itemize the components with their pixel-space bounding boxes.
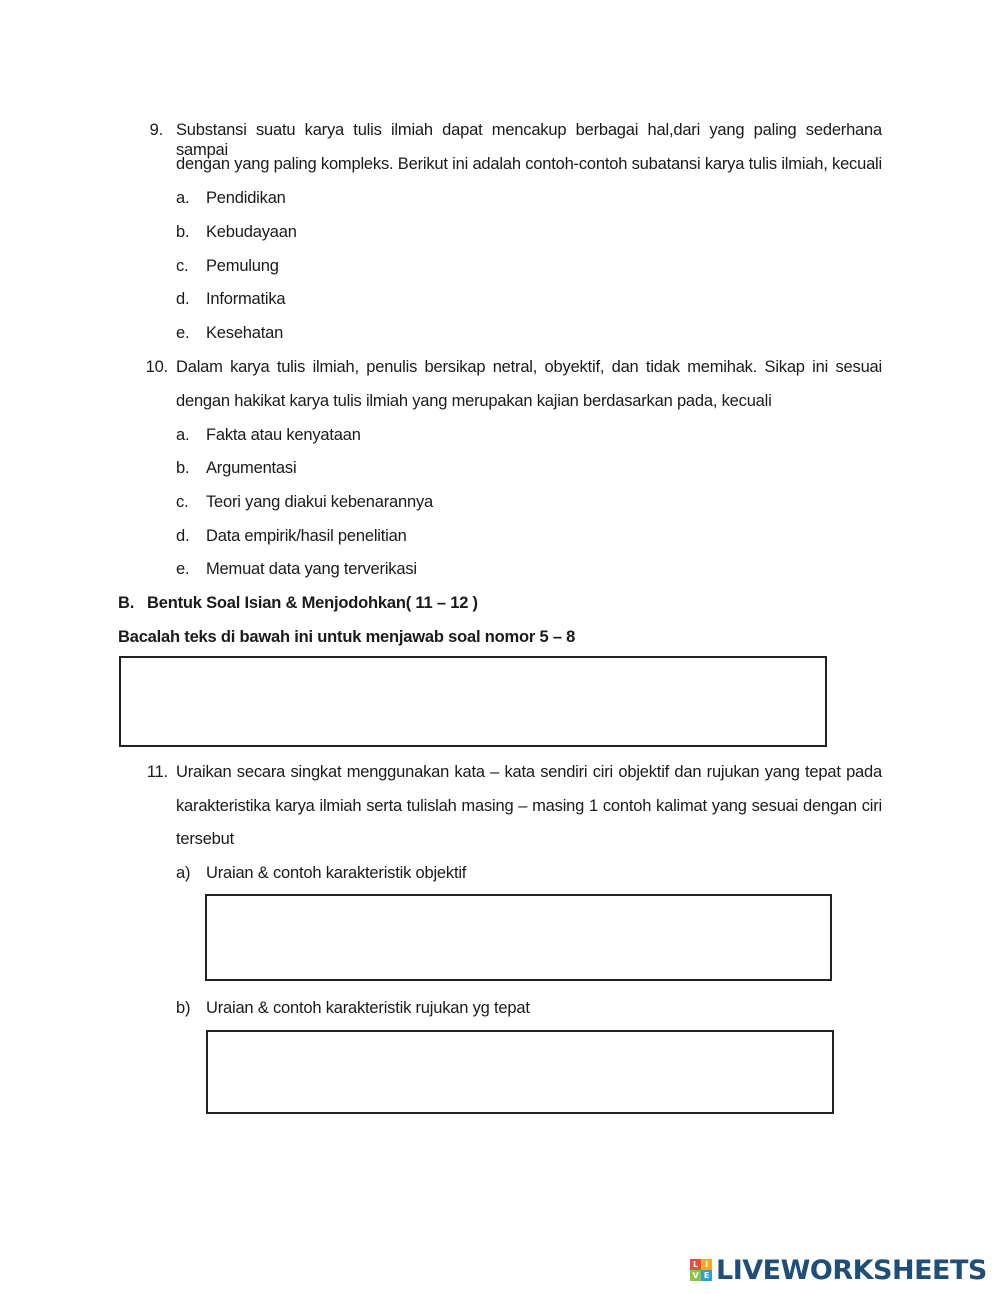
q10-option-c-letter: c. [176,493,189,511]
question-9-text-line2: dengan yang paling kompleks. Berikut ini adalah contoh-contoh subatansi karya tulis ilmiah, kecuali [176,155,882,173]
q10-option-b[interactable]: Argumentasi [206,459,297,477]
q11-part-a-letter: a) [176,864,191,882]
q9-option-e-letter: e. [176,324,190,342]
mark-letter-l: L [690,1259,701,1270]
answer-input-b[interactable] [206,1030,834,1114]
q11-part-b-label: Uraian & contoh karakteristik rujukan yg tepat [206,999,530,1017]
q9-option-d[interactable]: Informatika [206,290,286,308]
mark-letter-v: V [690,1270,701,1281]
question-11-text-line2: karakteristika karya ilmiah serta tulislah masing – masing 1 contoh kalimat yang sesuai dengan ciri [176,797,882,815]
reading-text-box [119,656,827,747]
liveworksheets-brand-text: LIVEWORKSHEETS [716,1254,987,1286]
q10-option-d[interactable]: Data empirik/hasil penelitian [206,527,407,545]
section-b-letter: B. [118,594,135,612]
liveworksheets-mark-icon [690,1259,712,1281]
q9-option-c[interactable]: Pemulung [206,257,279,275]
question-10-number: 10. [145,358,168,376]
q10-option-e-letter: e. [176,560,190,578]
q9-option-d-letter: d. [176,290,190,308]
q10-option-a-letter: a. [176,426,190,444]
q10-option-b-letter: b. [176,459,190,477]
question-11-text-line3: tersebut [176,830,235,848]
mark-letter-i: I [701,1259,712,1270]
question-9-number: 9. [149,121,163,139]
q10-option-c[interactable]: Teori yang diakui kebenarannya [206,493,433,511]
q9-option-b[interactable]: Kebudayaan [206,223,297,241]
question-10-text-line1: Dalam karya tulis ilmiah, penulis bersikap netral, obyektif, dan tidak memihak. Sikap ini sesuai [176,358,882,376]
q9-option-a[interactable]: Pendidikan [206,189,286,207]
q9-option-a-letter: a. [176,189,190,207]
question-9-text-line1: Substansi suatu karya tulis ilmiah dapat mencakup berbagai hal,dari yang paling sederhana sampai [176,121,882,159]
q10-option-a[interactable]: Fakta atau kenyataan [206,426,361,444]
section-b-instruction: Bacalah teks di bawah ini untuk menjawab soal nomor 5 – 8 [118,628,576,646]
q9-option-e[interactable]: Kesehatan [206,324,284,342]
mark-letter-e: E [701,1270,712,1281]
q9-option-c-letter: c. [176,257,189,275]
liveworksheets-logo [690,1252,987,1288]
question-11-text-line1: Uraikan secara singkat menggunakan kata – kata sendiri ciri objektif dan rujukan yang tepat pada [176,763,882,781]
q10-option-e[interactable]: Memuat data yang terverikasi [206,560,417,578]
answer-input-a[interactable] [205,894,832,981]
q10-option-d-letter: d. [176,527,190,545]
q11-part-a-label: Uraian & contoh karakteristik objektif [206,864,467,882]
q9-option-b-letter: b. [176,223,190,241]
question-11-number: 11. [146,763,168,781]
q11-part-b-letter: b) [176,999,191,1017]
section-b-title: Bentuk Soal Isian & Menjodohkan( 11 – 12 ) [147,594,478,612]
question-10-text-line2: dengan hakikat karya tulis ilmiah yang merupakan kajian berdasarkan pada, kecuali [176,392,772,410]
